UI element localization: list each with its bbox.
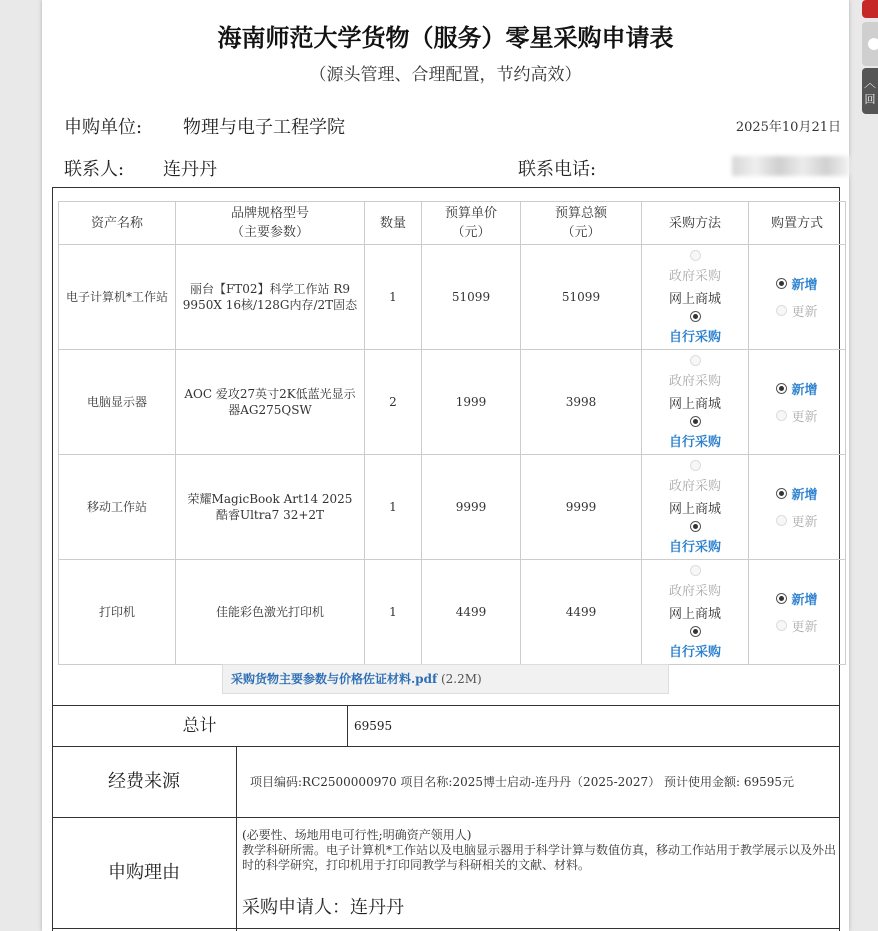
method-gov-radio[interactable]	[690, 355, 701, 366]
method-self-radio[interactable]	[690, 311, 701, 322]
attachment-size: (2.2M)	[440, 672, 482, 686]
chevron-up-icon: ︿	[863, 76, 876, 90]
method-self-label: 自行采购	[668, 434, 721, 450]
method-gov-radio[interactable]	[690, 565, 701, 576]
phone-label: 联系电话:	[518, 159, 597, 180]
cell-buy	[749, 560, 846, 665]
cell-method	[642, 560, 749, 665]
total-value: 69595	[354, 719, 393, 733]
cell-spec: 佳能彩色激光打印机	[176, 560, 365, 665]
divider	[347, 705, 348, 746]
cell-total: 9999	[521, 455, 642, 560]
cell-method	[642, 455, 749, 560]
applicant: 采购申请人：连丹丹	[242, 897, 404, 918]
table-row	[59, 245, 846, 350]
buy-new-label: 新增	[791, 383, 818, 398]
buy-update-radio[interactable]	[776, 515, 787, 526]
buy-update-radio[interactable]	[776, 410, 787, 421]
fund-label: 经费来源	[108, 771, 180, 792]
reason-text: 教学科研所需。电子计算机*工作站以及电脑显示器用于科学计算与数值仿真，移动工作站用于教学展示以及外出时的科学研究，打印机用于打印同教学与科研相关的文献、材料。	[242, 843, 837, 872]
side-back-label: 回	[864, 93, 876, 106]
method-online-label: 网上商城	[668, 396, 721, 412]
reason-text-block	[242, 828, 840, 873]
cell-unit-price: 9999	[422, 455, 521, 560]
method-gov-label: 政府采购	[668, 373, 721, 389]
cell-spec: 丽台【FT02】科学工作站 R9 9950X 16核/128G内存/2T固态	[176, 245, 365, 350]
side-red-button[interactable]	[862, 0, 878, 18]
cell-qty: 1	[365, 245, 422, 350]
cell-name: 移动工作站	[59, 455, 176, 560]
cell-unit-price: 4499	[422, 560, 521, 665]
cell-buy	[749, 350, 846, 455]
col-method: 采购方法	[642, 202, 749, 245]
buy-new-label: 新增	[791, 593, 818, 608]
cell-name: 打印机	[59, 560, 176, 665]
form-subtitle: （源头管理、合理配置，节约高效）	[309, 65, 582, 85]
reason-note: (必要性、场地用电可行性;明确资产领用人)	[242, 828, 472, 842]
side-back-button[interactable]	[862, 68, 878, 114]
col-total: 预算总额 （元）	[521, 202, 642, 245]
col-qty: 数量	[365, 202, 422, 245]
cell-spec: AOC 爱攻27英寸2K低蓝光显示器AG275QSW	[176, 350, 365, 455]
cell-name: 电脑显示器	[59, 350, 176, 455]
method-self-label: 自行采购	[668, 644, 721, 660]
cell-unit-price: 1999	[422, 350, 521, 455]
col-spec: 品牌规格型号 （主要参数）	[176, 202, 365, 245]
method-self-radio[interactable]	[690, 521, 701, 532]
fund-value: 项目编码:RC2500000970 项目名称:2025博士启动-连丹丹（2025-2027） 预计使用金额: 69595元	[250, 775, 795, 789]
table-header-row	[59, 202, 846, 245]
col-name: 资产名称	[59, 202, 176, 245]
table-row	[59, 455, 846, 560]
buy-new-label: 新增	[791, 278, 818, 293]
cell-qty: 2	[365, 350, 422, 455]
method-gov-radio[interactable]	[690, 460, 701, 471]
col-buy: 购置方式	[749, 202, 846, 245]
buy-update-label: 更新	[791, 410, 818, 425]
buy-update-label: 更新	[791, 620, 818, 635]
divider	[236, 746, 237, 931]
cell-buy	[749, 245, 846, 350]
buy-update-label: 更新	[791, 515, 818, 530]
method-gov-label: 政府采购	[668, 478, 721, 494]
method-gov-label: 政府采购	[668, 268, 721, 284]
method-online-label: 网上商城	[668, 291, 721, 307]
buy-update-radio[interactable]	[776, 305, 787, 316]
col-unit-price: 预算单价 （元）	[422, 202, 521, 245]
buy-new-radio[interactable]	[776, 488, 787, 499]
method-gov-radio[interactable]	[690, 250, 701, 261]
reason-label: 申购理由	[108, 862, 180, 883]
circle-icon	[868, 38, 878, 50]
phone-value-redacted	[732, 156, 850, 176]
method-online-label: 网上商城	[668, 501, 721, 517]
form-title: 海南师范大学货物（服务）零星采购申请表	[217, 23, 674, 52]
unit-value: 物理与电子工程学院	[183, 117, 345, 138]
form-date: 2025年10月21日	[735, 120, 841, 135]
cell-total: 3998	[521, 350, 642, 455]
cell-spec: 荣耀MagicBook Art14 2025 酷睿Ultra7 32+2T	[176, 455, 365, 560]
buy-update-radio[interactable]	[776, 620, 787, 631]
method-self-label: 自行采购	[668, 329, 721, 345]
contact-value: 连丹丹	[163, 159, 217, 180]
cell-buy	[749, 455, 846, 560]
cell-qty: 1	[365, 455, 422, 560]
divider	[52, 928, 840, 929]
total-label: 总计	[182, 716, 217, 736]
table-row	[59, 560, 846, 665]
cell-method	[642, 245, 749, 350]
cell-total: 51099	[521, 245, 642, 350]
side-gray-button[interactable]	[862, 22, 878, 66]
method-self-label: 自行采购	[668, 539, 721, 555]
attachment-bar	[222, 664, 669, 694]
cell-total: 4499	[521, 560, 642, 665]
method-self-radio[interactable]	[690, 626, 701, 637]
application-form	[42, 0, 849, 931]
cell-unit-price: 51099	[422, 245, 521, 350]
buy-new-radio[interactable]	[776, 383, 787, 394]
cell-qty: 1	[365, 560, 422, 665]
buy-new-radio[interactable]	[776, 278, 787, 289]
attachment-link[interactable]: 采购货物主要参数与价格佐证材料.pdf	[231, 672, 438, 686]
method-online-label: 网上商城	[668, 606, 721, 622]
buy-new-label: 新增	[791, 488, 818, 503]
buy-new-radio[interactable]	[776, 593, 787, 604]
unit-label: 申购单位:	[64, 117, 143, 138]
cell-name: 电子计算机*工作站	[59, 245, 176, 350]
table-row	[59, 350, 846, 455]
items-table	[58, 201, 846, 665]
contact-label: 联系人:	[64, 159, 125, 180]
method-gov-label: 政府采购	[668, 583, 721, 599]
method-self-radio[interactable]	[690, 416, 701, 427]
buy-update-label: 更新	[791, 305, 818, 320]
cell-method	[642, 350, 749, 455]
